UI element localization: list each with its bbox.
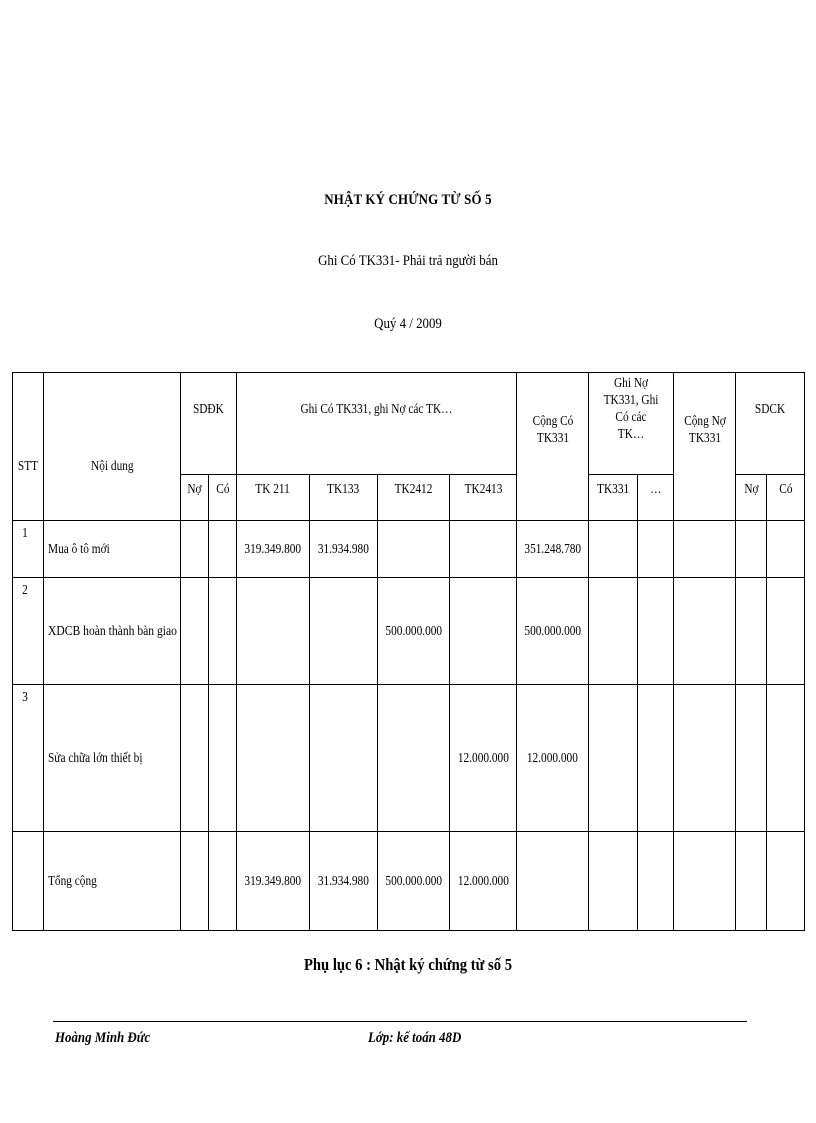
row-ellipsis (638, 685, 674, 832)
document-title: NHẬT KÝ CHỨNG TỪ SỐ 5 (324, 192, 492, 208)
row-sddk-no (181, 578, 209, 685)
row-cong-co: 500.000.000 (517, 578, 589, 685)
total-ellipsis (638, 832, 674, 931)
row-tk331 (589, 521, 638, 578)
row-sddk-co (209, 578, 237, 685)
header-sdck-no: Nợ (736, 475, 767, 521)
row-ellipsis (638, 521, 674, 578)
header-ghi-no-group: Ghi Nợ TK331, Ghi Có các TK… (589, 373, 674, 475)
row-cong-no (674, 578, 736, 685)
header-noi-dung: Nội dung (44, 373, 181, 521)
total-tk331 (589, 832, 638, 931)
header-cong-no: Cộng Nợ TK331 (674, 373, 736, 521)
header-tk2412: TK2412 (378, 475, 450, 521)
row-cong-co: 351.248.780 (517, 521, 589, 578)
header-sddk-no: Nợ (181, 475, 209, 521)
row-tk331 (589, 578, 638, 685)
appendix-caption: Phụ lục 6 : Nhật ký chứng từ số 5 (303, 955, 513, 974)
row-sdck-no (736, 685, 767, 832)
total-cong-co (517, 832, 589, 931)
row-sdck-co (767, 521, 805, 578)
row-tk133 (310, 578, 378, 685)
row-cong-co: 12.000.000 (517, 685, 589, 832)
total-tk211: 319.349.800 (237, 832, 310, 931)
header-sddk: SDĐK (181, 373, 237, 475)
row-ellipsis (638, 578, 674, 685)
row-tk331 (589, 685, 638, 832)
header-ellipsis: … (638, 475, 674, 521)
header-tk2413: TK2413 (450, 475, 517, 521)
row-tk2412 (378, 685, 450, 832)
row-sdck-no (736, 578, 767, 685)
row-stt: 2 (13, 578, 44, 685)
header-sddk-co: Có (209, 475, 237, 521)
header-tk331: TK331 (589, 475, 638, 521)
total-stt (13, 832, 44, 931)
row-tk133: 31.934.980 (310, 521, 378, 578)
footer-divider (53, 1021, 747, 1022)
header-tk133: TK133 (310, 475, 378, 521)
header-tk211: TK 211 (237, 475, 310, 521)
header-sdck: SDCK (736, 373, 805, 475)
total-tk2412: 500.000.000 (378, 832, 450, 931)
total-row (13, 832, 805, 931)
row-tk211: 319.349.800 (237, 521, 310, 578)
total-label: Tổng cộng (44, 832, 181, 931)
row-sddk-no (181, 521, 209, 578)
header-stt: STT (13, 373, 44, 521)
header-cong-co: Cộng Có TK331 (517, 373, 589, 521)
total-sdck-co (767, 832, 805, 931)
total-sddk-no (181, 832, 209, 931)
row-tk2413 (450, 578, 517, 685)
row-stt: 1 (13, 521, 44, 578)
row-noi-dung: Sửa chữa lớn thiết bị (44, 685, 181, 832)
row-cong-no (674, 521, 736, 578)
document-subtitle: Ghi Có TK331- Phải trả người bán (318, 253, 498, 269)
row-tk2412: 500.000.000 (378, 578, 450, 685)
header-ghi-co-group: Ghi Có TK331, ghi Nợ các TK… (237, 373, 517, 475)
row-noi-dung: XDCB hoàn thành bàn giao (44, 578, 181, 685)
total-tk133: 31.934.980 (310, 832, 378, 931)
row-tk211 (237, 578, 310, 685)
row-tk2413: 12.000.000 (450, 685, 517, 832)
row-tk2412 (378, 521, 450, 578)
footer-author: Hoàng Minh Đức (55, 1030, 151, 1046)
row-tk133 (310, 685, 378, 832)
row-cong-no (674, 685, 736, 832)
header-row-main (13, 373, 805, 475)
table-row (13, 578, 805, 685)
row-sddk-co (209, 521, 237, 578)
row-sdck-co (767, 685, 805, 832)
total-cong-no (674, 832, 736, 931)
journal-table (12, 372, 805, 931)
row-sddk-co (209, 685, 237, 832)
row-sdck-co (767, 578, 805, 685)
document-period: Quý 4 / 2009 (374, 316, 442, 332)
row-tk2413 (450, 521, 517, 578)
header-sdck-co: Có (767, 475, 805, 521)
row-sddk-no (181, 685, 209, 832)
row-noi-dung: Mua ô tô mới (44, 521, 181, 578)
total-sddk-co (209, 832, 237, 931)
total-sdck-no (736, 832, 767, 931)
table-row (13, 521, 805, 578)
row-sdck-no (736, 521, 767, 578)
table-row (13, 685, 805, 832)
total-tk2413: 12.000.000 (450, 832, 517, 931)
row-tk211 (237, 685, 310, 832)
footer-class: Lớp: kế toán 48D (368, 1030, 462, 1046)
row-stt: 3 (13, 685, 44, 832)
